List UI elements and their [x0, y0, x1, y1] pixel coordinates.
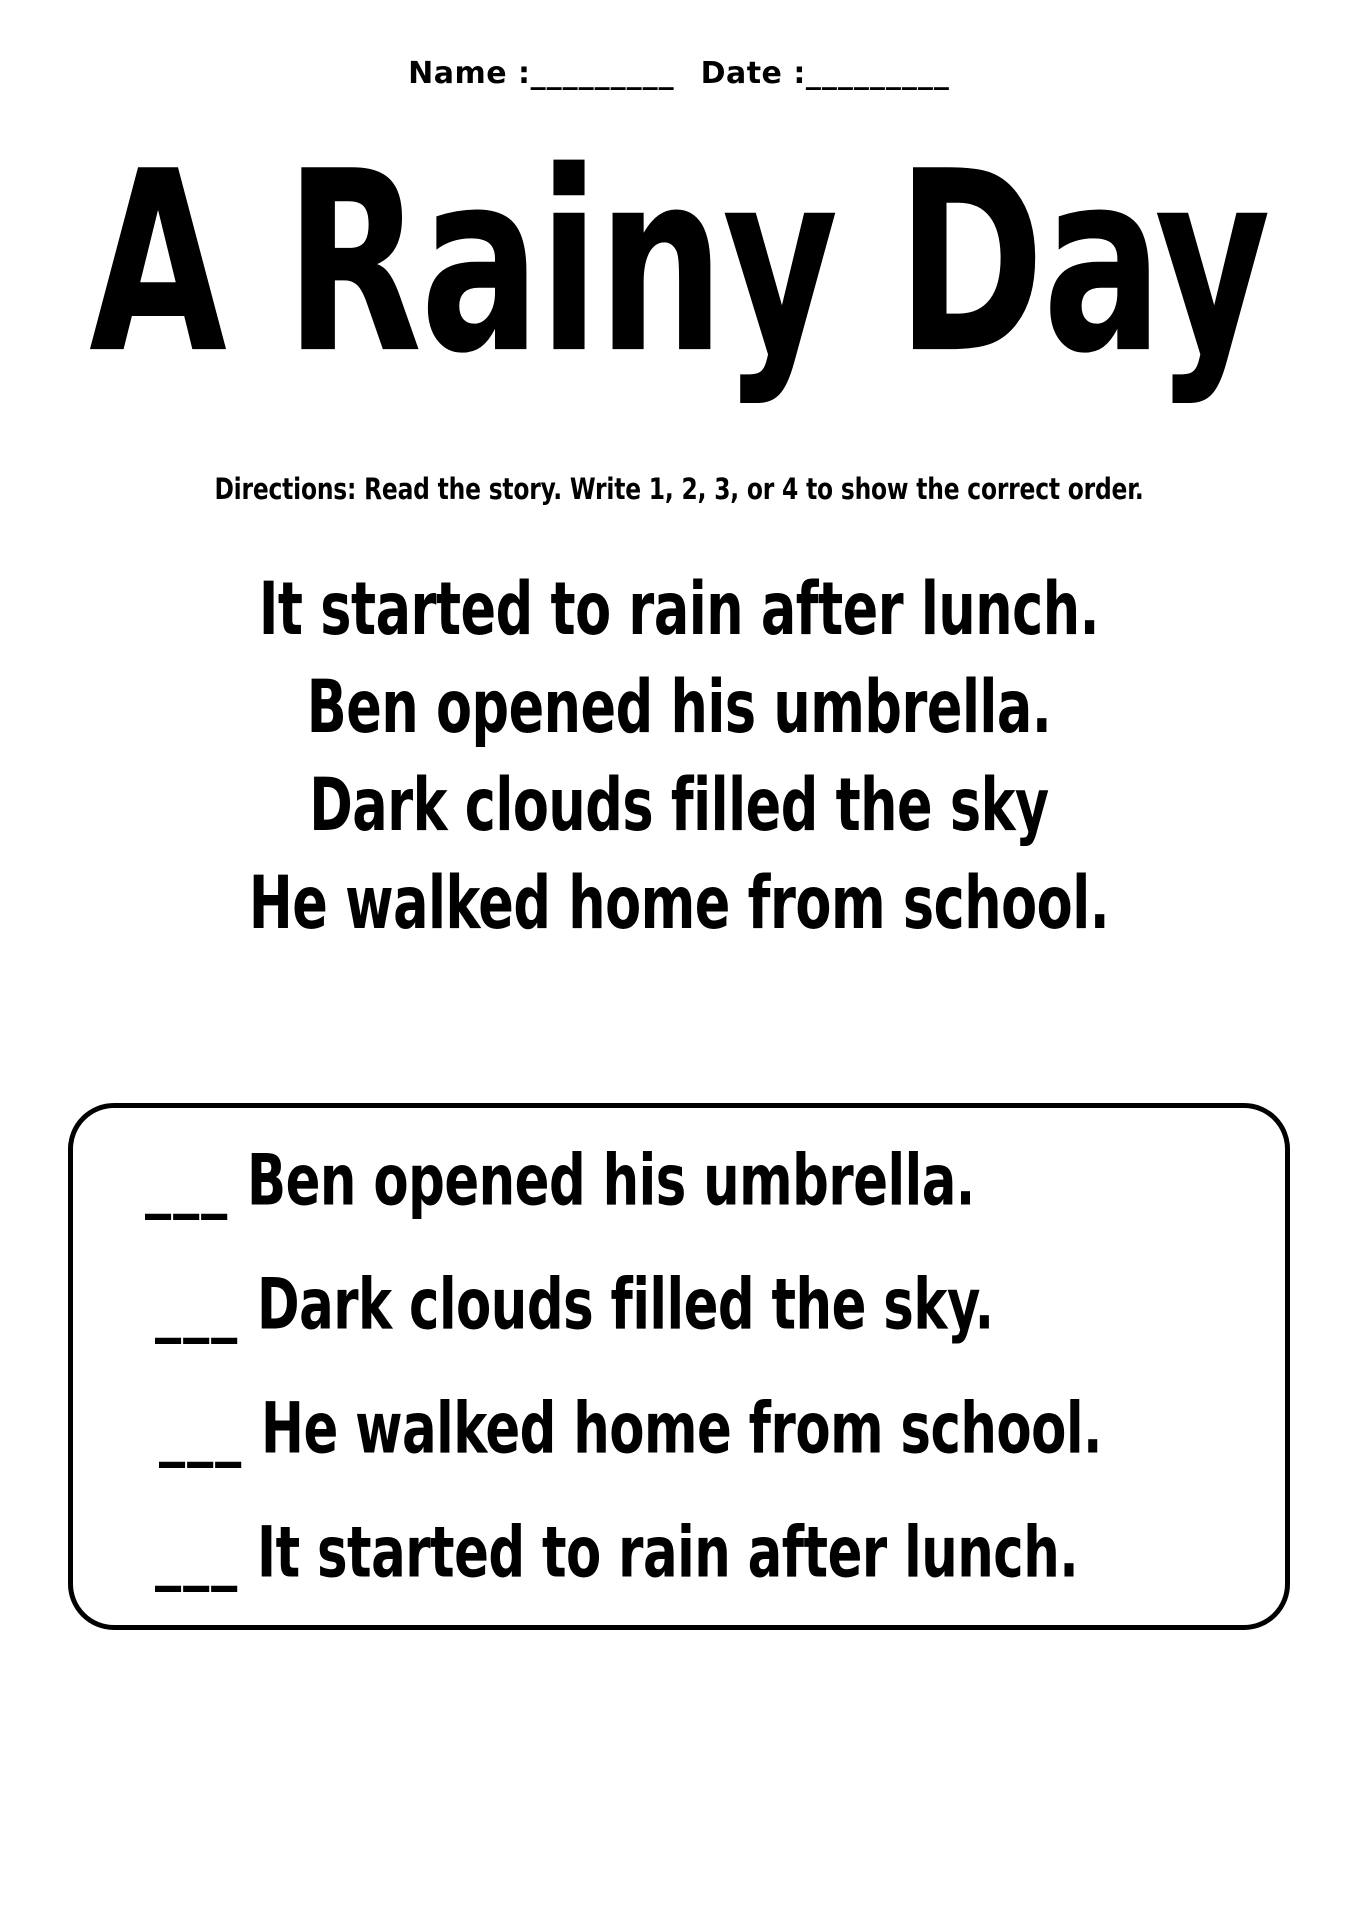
- answer-sentence: It started to rain after lunch.: [257, 1511, 1079, 1595]
- answer-row[interactable]: [111, 1511, 1265, 1642]
- answer-blank-line[interactable]: ___: [159, 1389, 244, 1469]
- answer-list: [111, 1139, 1265, 1642]
- story-line: Ben opened his umbrella.: [306, 663, 1052, 750]
- name-date-header: [0, 56, 1358, 91]
- date-label: Date :: [700, 56, 806, 91]
- story-line: Dark clouds filled the sky: [309, 761, 1049, 848]
- answer-box: [68, 1103, 1290, 1630]
- answer-row[interactable]: [111, 1263, 1265, 1394]
- story-line: He walked home from school.: [248, 859, 1110, 946]
- worksheet-title: A Rainy Day: [89, 117, 1269, 409]
- answer-blank-line[interactable]: ___: [155, 1513, 240, 1593]
- name-blank-line[interactable]: _________: [530, 56, 675, 91]
- answer-blank-line[interactable]: ___: [155, 1265, 240, 1345]
- story-line: It started to rain after lunch.: [258, 565, 1100, 652]
- story-block: [0, 560, 1358, 952]
- answer-blank-line[interactable]: ___: [145, 1141, 230, 1221]
- answer-row[interactable]: [111, 1139, 1265, 1270]
- date-blank-line[interactable]: _________: [805, 56, 950, 91]
- name-label: Name :: [408, 56, 531, 91]
- answer-sentence: He walked home from school.: [261, 1387, 1103, 1471]
- answer-sentence: Dark clouds filled the sky.: [257, 1263, 994, 1347]
- directions-text: Directions: Read the story. Write 1, 2, 3, or 4 to show the correct order.: [214, 473, 1144, 507]
- answer-row[interactable]: [111, 1387, 1265, 1518]
- answer-sentence: Ben opened his umbrella.: [247, 1139, 976, 1223]
